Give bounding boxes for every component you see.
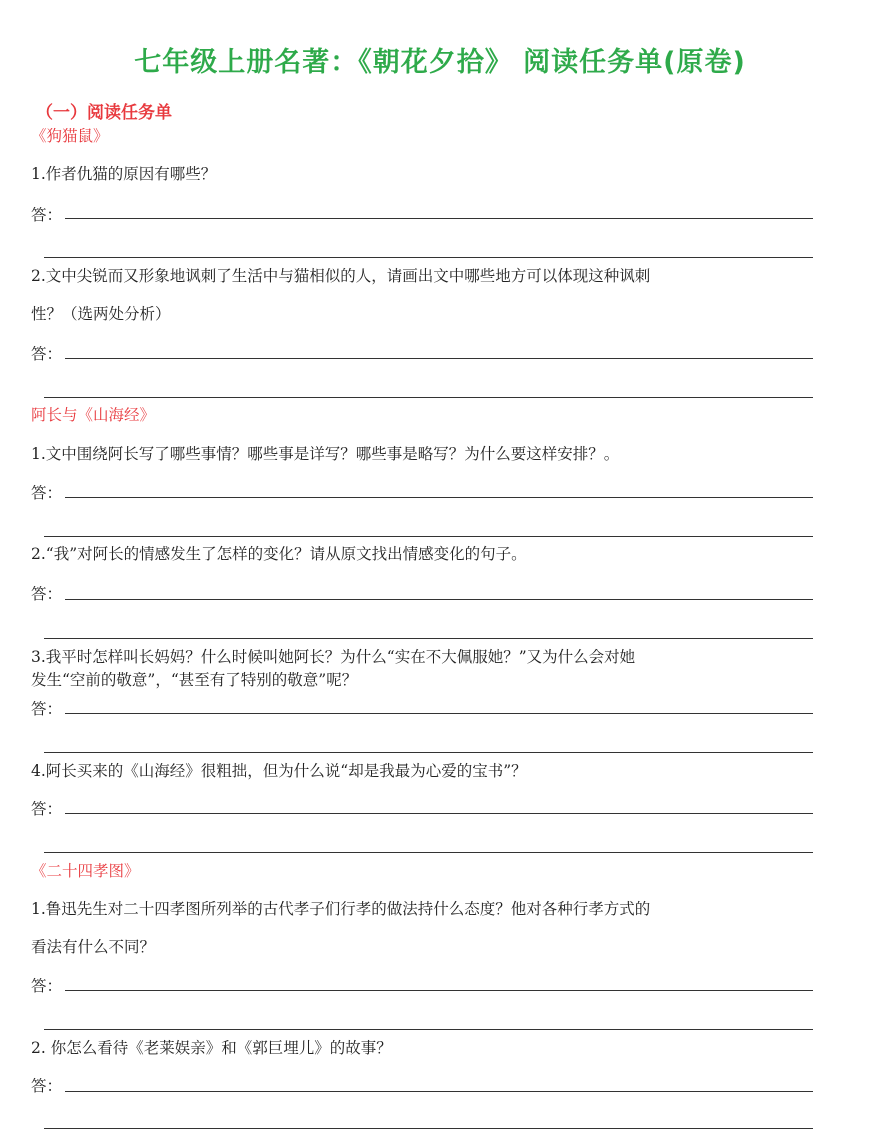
answer-line [44, 1029, 813, 1030]
answer-label: 答： [31, 345, 63, 363]
answer-line [65, 1091, 813, 1092]
section-heading: （一）阅读任务单 [36, 103, 172, 123]
answer-label: 答： [31, 977, 63, 995]
answer-line [44, 638, 813, 639]
question-text: 1.鲁迅先生对二十四孝图所列举的古代孝子们行孝的做法持什么态度？他对各种行孝方式的 [31, 900, 651, 918]
question-text: 1.作者仇猫的原因有哪些？ [31, 165, 217, 183]
page-title: 七年级上册名著：《朝花夕拾》 阅读任务单(原卷) [134, 47, 746, 78]
answer-line [44, 752, 813, 753]
question-text: 3.我平时怎样叫长妈妈？什么时候叫她阿长？为什么“实在不大佩服她？”又为什么会对她 [31, 648, 636, 666]
answer-line [65, 990, 813, 991]
question-text-continued: 性？（选两处分析） [31, 305, 171, 323]
answer-line [65, 813, 813, 814]
question-text: 2. 你怎么看待《老莱娱亲》和《郭巨埋儿》的故事？ [31, 1039, 392, 1057]
chapter-title-a-chang: 阿长与《山海经》 [31, 406, 156, 424]
answer-line [65, 713, 813, 714]
answer-line [65, 599, 813, 600]
answer-label: 答： [31, 700, 63, 718]
question-text: 1.文中围绕阿长写了哪些事情？哪些事是详写？哪些事是略写？为什么要这样安排？。 [31, 445, 620, 463]
question-text: 4.阿长买来的《山海经》很粗拙，但为什么说“却是我最为心爱的宝书”？ [31, 762, 527, 780]
question-text-continued: 发生“空前的敬意”，“甚至有了特别的敬意”呢？ [31, 671, 358, 689]
answer-label: 答： [31, 1077, 63, 1095]
question-text: 2.文中尖锐而又形象地讽刺了生活中与猫相似的人，请画出文中哪些地方可以体现这种讽刺 [31, 267, 651, 285]
answer-line [65, 358, 813, 359]
answer-line [44, 1128, 813, 1129]
answer-line [44, 397, 813, 398]
chapter-title-gou-mao-shu: 《狗猫鼠》 [31, 127, 109, 145]
answer-line [44, 536, 813, 537]
question-text: 2.“我”对阿长的情感发生了怎样的变化？请从原文找出情感变化的句子。 [31, 545, 527, 563]
answer-line [44, 852, 813, 853]
answer-label: 答： [31, 585, 63, 603]
chapter-title-ershisi-xiaotu: 《二十四孝图》 [31, 862, 140, 880]
answer-line [65, 497, 813, 498]
answer-label: 答： [31, 484, 63, 502]
answer-line [65, 218, 813, 219]
answer-label: 答： [31, 206, 63, 224]
answer-line [44, 257, 813, 258]
answer-label: 答： [31, 800, 63, 818]
question-text-continued: 看法有什么不同？ [31, 938, 156, 956]
